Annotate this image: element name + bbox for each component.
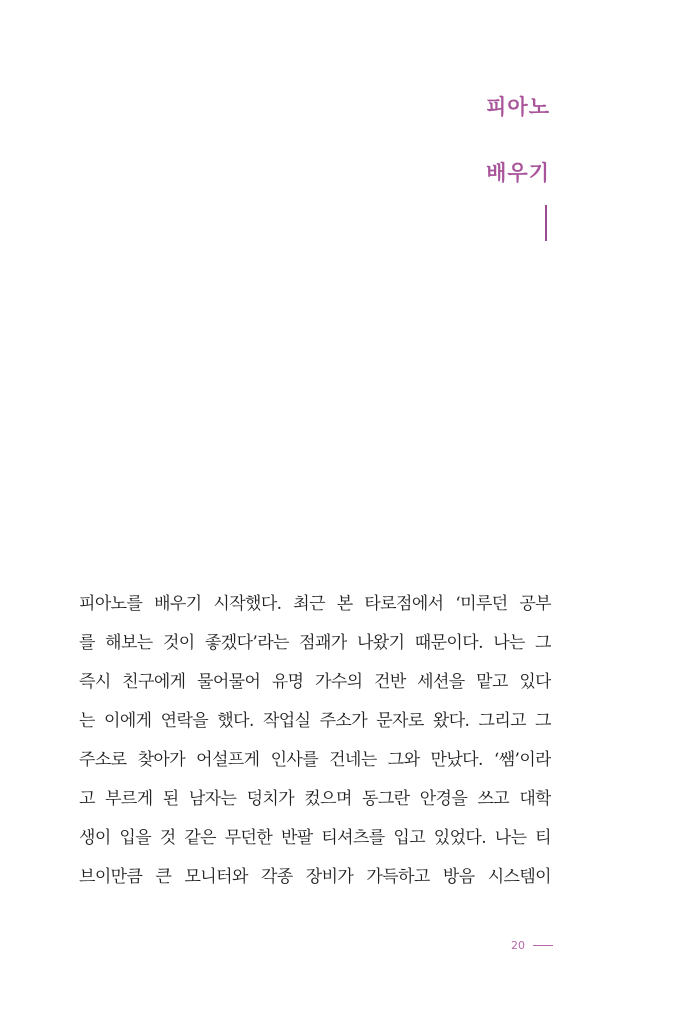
page-footer bbox=[511, 939, 553, 952]
body-line: 주소로 찾아가 어설프게 인사를 건네는 그와 만났다. ‘쌤’이라 bbox=[79, 750, 551, 770]
body-line: 피아노를 배우기 시작했다. 최근 본 타로점에서 ‘미루던 공부 bbox=[79, 594, 551, 614]
chapter-title-line-1: 피아노 bbox=[486, 94, 550, 119]
chapter-title-line-2: 배우기 bbox=[486, 160, 550, 185]
page-number: 20 bbox=[511, 939, 525, 952]
body-line: 는 이에게 연락을 했다. 작업실 주소가 문자로 왔다. 그리고 그 bbox=[79, 711, 551, 731]
body-line: 를 해보는 것이 좋겠다’라는 점괘가 나왔기 때문이다. 나는 그 bbox=[79, 633, 551, 653]
body-line: 고 부르게 된 남자는 덩치가 컸으며 동그란 안경을 쓰고 대학 bbox=[79, 789, 551, 809]
chapter-title bbox=[486, 74, 550, 206]
page-number-dash bbox=[533, 945, 553, 946]
body-line: 생이 입을 것 같은 무던한 반팔 티셔츠를 입고 있었다. 나는 티 bbox=[79, 828, 551, 848]
body-line: 브이만큼 큰 모니터와 각종 장비가 가득하고 방음 시스템이 bbox=[79, 867, 551, 887]
body-paragraph bbox=[79, 585, 551, 897]
body-line: 즉시 친구에게 물어물어 유명 가수의 건반 세션을 맡고 있다 bbox=[79, 672, 551, 692]
title-divider bbox=[545, 205, 547, 241]
